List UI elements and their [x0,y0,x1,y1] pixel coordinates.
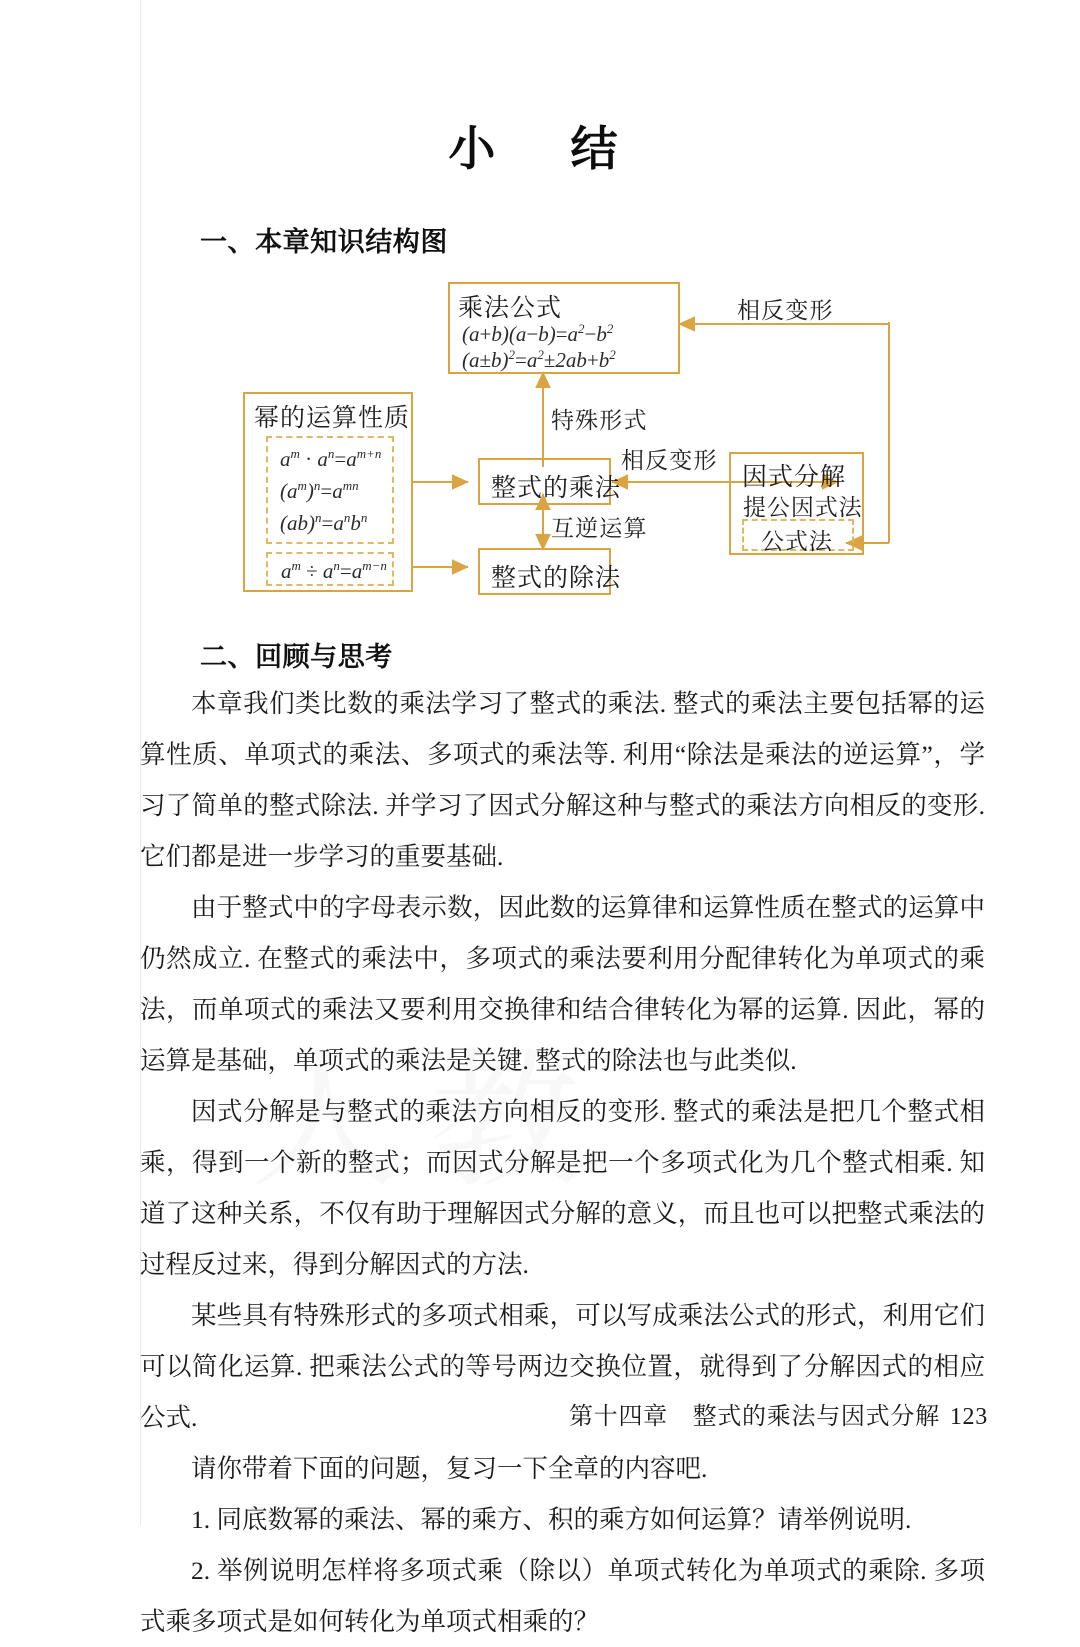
diagram-box-integral-division [478,548,622,595]
diagram-subbox-power-rules [266,436,394,544]
paragraph: 因式分解是与整式的乘法方向相反的变形. 整式的乘法是把几个整式相乘，得到一个新的整式；而因式分解是把一个多项式化为几个整式相乘. 知道了这种关系，不仅有助于理解因式分解的意义，而且也可以把整式乘法的过程反过来，得到分解因式的方法. [140,1097,985,1279]
formula-difference-of-squares: $(a+b)(a-b)=a^2-b^2$ [462,321,614,346]
arrow-label-inverse-operation: 互逆运算 [551,516,648,541]
footer-page-number: 123 [949,1404,988,1430]
formula-power-of-product: $(ab)^n=a^nb^n$ [280,510,368,535]
diagram-box-factorization [729,452,864,555]
question-item: 1. 同底数幂的乘法、幂的乘方、积的乘方如何运算？请举例说明. [191,1505,912,1534]
paragraph: 请你带着下面的问题，复习一下全章的内容吧. [191,1454,708,1483]
paragraph: 本章我们类比数的乘法学习了整式的乘法. 整式的乘法主要包括幂的运算性质、单项式的乘法、多项式的乘法等. 利用“除法是乘法的逆运算”，学习了简单的整式除法. 并学习了因式分解这种与整式的乘法方向相反的变形. 它们都是进一步学习的重要基础. [140,689,985,871]
formula-same-base-product: $a^m \cdot a^n=a^{m+n}$ [280,446,382,471]
box-title-integral-division: 整式的除法 [491,565,622,592]
diagram-subbox-formula-method [742,519,854,554]
review-body [140,678,985,1647]
diagram-box-multiplication-formula [448,282,680,374]
section-heading-review: 二、回顾与思考 [200,642,393,673]
section-heading-structure: 一、本章知识结构图 [200,227,448,258]
diagram-subbox-division-rule [266,552,394,586]
page-title: 小 结 [448,124,632,176]
arrow-label-opposite-transform-top: 相反变形 [737,298,834,323]
page-footer [569,1396,988,1431]
paragraph: 某些具有特殊形式的多项式相乘，可以写成乘法公式的形式，利用它们可以简化运算. 把乘法公式的等号两边交换位置，就得到了分解因式的相应公式. [140,1301,985,1432]
question-item: 2. 举例说明怎样将多项式乘（除以）单项式转化为单项式的乘除. 多项式乘多项式是如何转化为单项式相乘的？ [140,1556,985,1636]
box-title-multiplication-formula: 乘法公式 [458,295,563,322]
diagram-box-power-properties [243,392,413,592]
box-title-integral-multiplication: 整式的乘法 [491,475,622,502]
knowledge-structure-diagram [0,262,1080,612]
diagram-box-integral-multiplication [478,458,622,505]
box-title-factorization: 因式分解 [742,464,847,491]
formula-power-of-power: $(a^m)^n=a^{mn}$ [280,478,359,503]
factorization-method-common-factor: 提公因式法 [743,495,863,520]
paragraph: 由于整式中的字母表示数，因此数的运算律和运算性质在整式的运算中仍然成立. 在整式的乘法中，多项式的乘法要利用分配律转化为单项式的乘法，而单项式的乘法又要利用交换律和结合律转化为幂的运算. 因此，幂的运算是基础，单项式的乘法是关键. 整式的除法也与此类似. [140,893,985,1075]
arrow-label-opposite-transform-mid: 相反变形 [621,448,718,473]
footer-chapter-label: 第十四章 整式的乘法与因式分解 [569,1404,940,1430]
formula-same-base-quotient: $a^m \div a^n=a^{m-n}$ [281,558,387,583]
formula-perfect-square: $(a\pm b)^2=a^2\pm 2ab+b^2$ [462,347,616,372]
factorization-method-formula: 公式法 [761,529,833,554]
arrow-label-special-form: 特殊形式 [551,408,648,433]
box-title-power-properties: 幂的运算性质 [254,405,411,432]
